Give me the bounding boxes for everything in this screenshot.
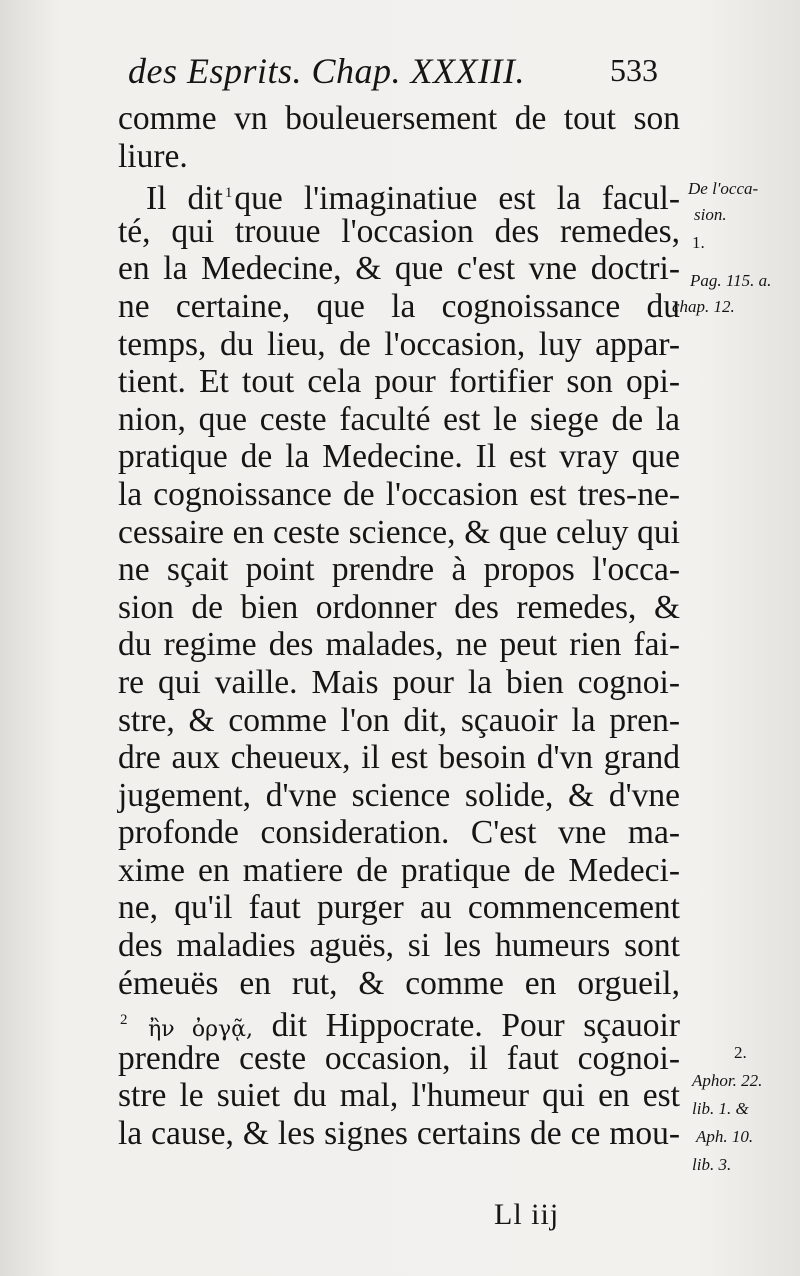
text-line: nion, que ceste faculté est le siege de la — [118, 400, 680, 438]
running-header — [128, 50, 658, 100]
signature-mark: Ll iij — [494, 1198, 560, 1231]
text-line: stre le suiet du mal, l'humeur qui en est — [118, 1077, 680, 1115]
text-line: cessaire en ceste science, & que celuy qui — [118, 513, 680, 551]
text-line: ne, qu'il faut purger au commencement — [118, 889, 680, 927]
footnote-ref: 1 — [224, 185, 233, 202]
text-line: en la Medecine, & que c'est vne doctri- — [118, 250, 680, 288]
margin-note: Pag. 115. a. — [690, 271, 772, 290]
text-line: xime en matiere de pratique de Medeci- — [118, 851, 680, 889]
text-line: jugement, d'vne science solide, & d'vne — [118, 776, 680, 814]
margin-note: lib. 1. & — [692, 1099, 749, 1118]
text-line: sion de bien ordonner des remedes, & — [118, 588, 680, 626]
text-line: la cause, & les signes certains de ce mou- — [118, 1115, 680, 1153]
text-line — [118, 1002, 680, 1045]
text-line: ne sçait point prendre à propos l'occa- — [118, 551, 680, 589]
text-line: dre aux cheueux, il est besoin d'vn grand — [118, 739, 680, 777]
text-line: pratique de la Medecine. Il est vray que — [118, 438, 680, 476]
text-line: liure. — [118, 137, 188, 175]
text-line: la cognoissance de l'occasion est tres-ne- — [118, 475, 680, 513]
text-line: émeuës en rut, & comme en orgueil, — [118, 964, 680, 1002]
margin-note: lib. 3. — [692, 1155, 732, 1174]
text-line: prendre ceste occasion, il faut cognoi- — [118, 1039, 680, 1077]
text-line: re qui vaille. Mais pour la bien cognoi- — [118, 663, 680, 701]
text-line: stre, & comme l'on dit, sçauoir la pren- — [118, 701, 680, 739]
margin-note: sion. — [694, 205, 727, 224]
margin-note: De l'occa- — [688, 179, 759, 198]
footnote-ref: 2 — [120, 1012, 128, 1029]
greek-phrase: ἢν ὀργᾷ, — [148, 1017, 254, 1043]
text-line: comme vn bouleuersement de tout son — [118, 100, 680, 137]
text-segment: Il dit — [146, 180, 223, 218]
text-line — [118, 175, 680, 218]
margin-note: 1. — [692, 233, 705, 252]
page-number: 533 — [610, 52, 658, 88]
text-segment: dit Hippocrate. Pour sçauoir — [271, 1007, 680, 1045]
running-title: des Esprits. Chap. XXXIII. — [128, 51, 525, 91]
text-line: profonde consideration. C'est vne ma- — [118, 814, 680, 852]
text-line: ne certaine, que la cognoissance du — [118, 287, 680, 325]
text-line: temps, du lieu, de l'occasion, luy appar- — [118, 325, 680, 363]
text-line: té, qui trouue l'occasion des remedes, — [118, 212, 680, 250]
text-line: des maladies aguës, si les humeurs sont — [118, 927, 680, 965]
margin-note: 2. — [734, 1043, 747, 1062]
text-line: tient. Et tout cela pour fortifier son opi- — [118, 363, 680, 401]
text-segment: que l'imaginatiue est la facul- — [234, 180, 680, 218]
margin-note: Aph. 10. — [696, 1127, 754, 1146]
body-text — [118, 100, 680, 1153]
margin-note: chap. 12. — [672, 297, 735, 316]
text-line: du regime des malades, ne peut rien fai- — [118, 626, 680, 664]
margin-note: Aphor. 22. — [692, 1071, 763, 1090]
